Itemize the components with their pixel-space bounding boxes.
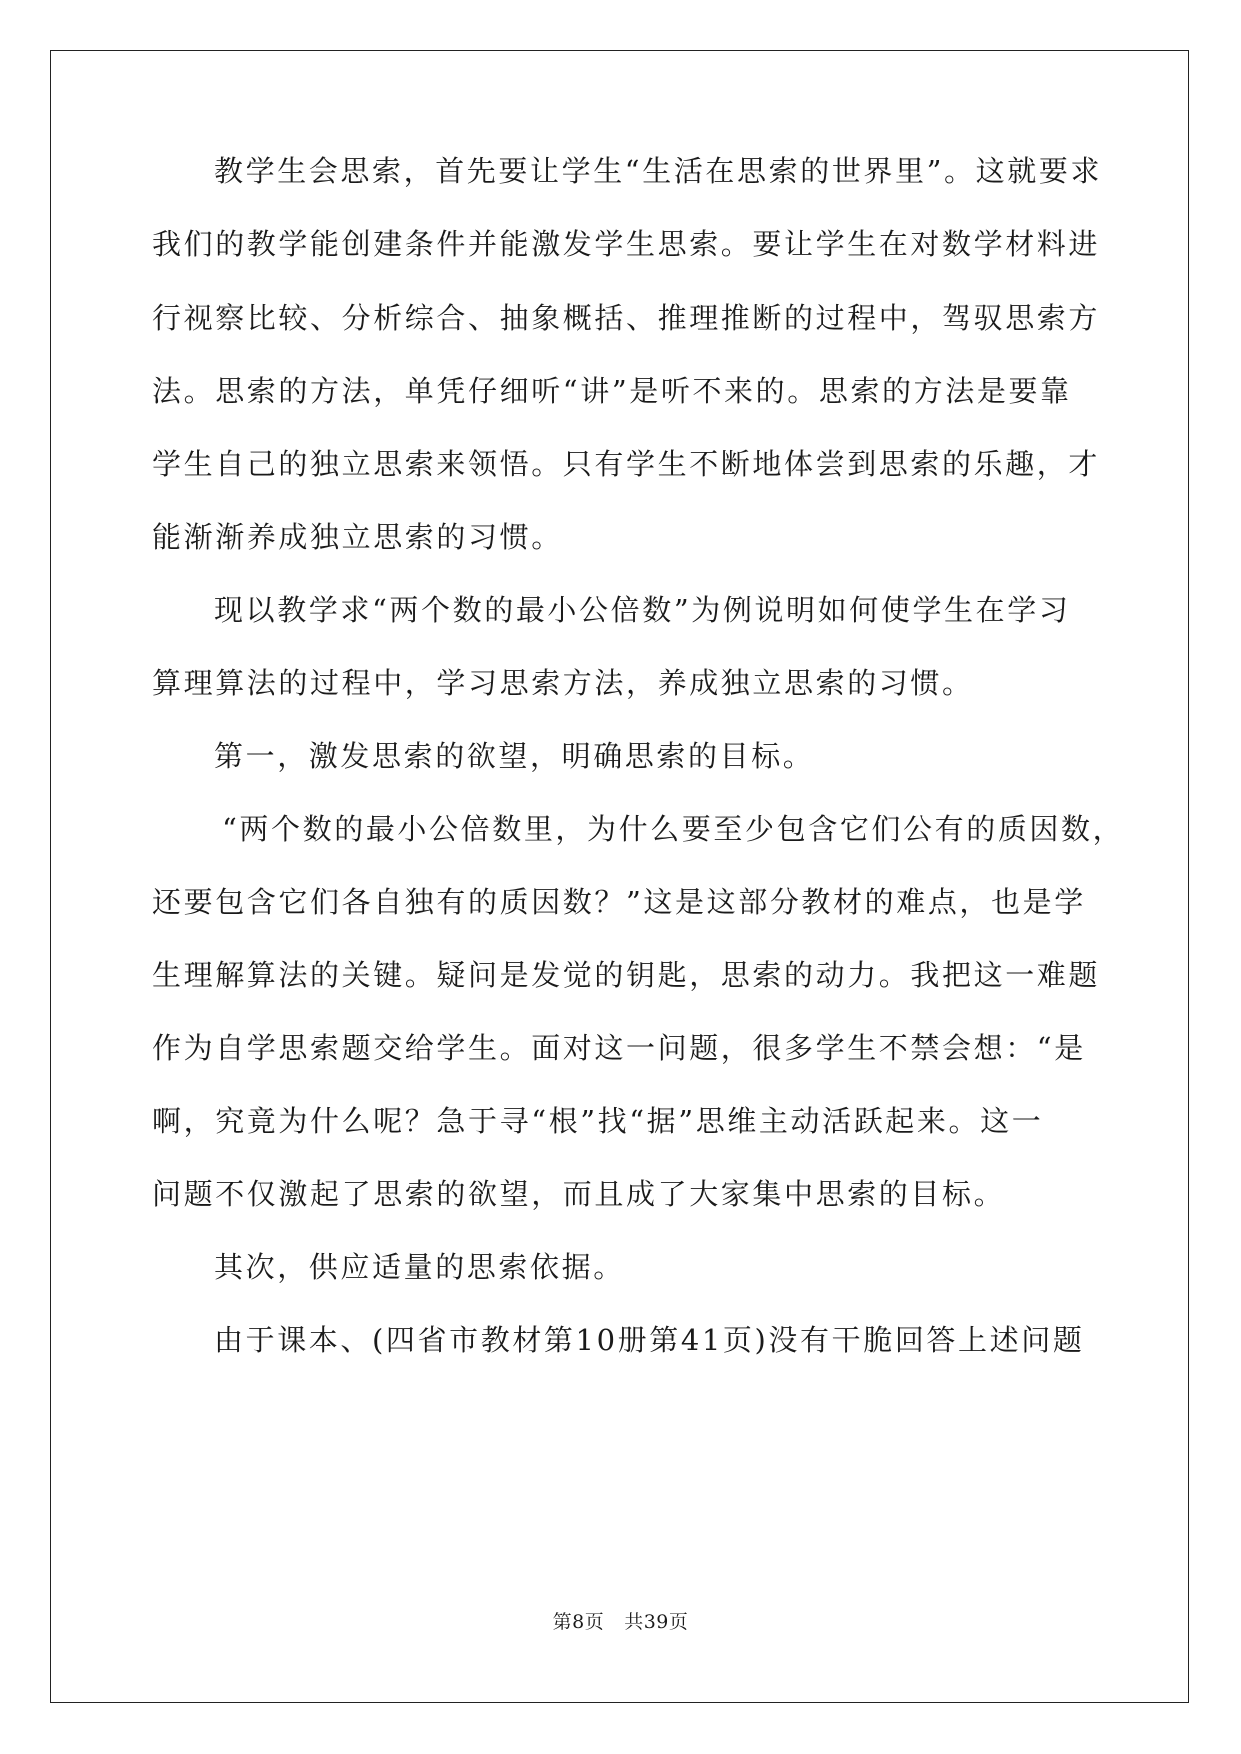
paragraph-5-heading: 其次，供应适量的思索依据。	[214, 1250, 625, 1284]
paragraph-4-line-5: 啊，究竟为什么呢？急于寻“根”找“据”思维主动活跃起来。这一	[152, 1104, 1044, 1138]
paragraph-4-line-6: 问题不仅激起了思索的欲望，而且成了大家集中思索的目标。	[152, 1177, 1006, 1211]
page-footer	[0, 1610, 1241, 1634]
page-frame	[50, 50, 1189, 1703]
paragraph-6-line-1: 由于课本、(四省市教材第10册第41页)没有干脆回答上述问题	[214, 1323, 1085, 1357]
paragraph-1-line-4: 法。思索的方法，单凭仔细听“讲”是听不来的。思索的方法是要靠	[152, 374, 1072, 408]
paragraph-2-line-1: 现以教学求“两个数的最小公倍数”为例说明如何使学生在学习	[214, 593, 1071, 627]
paragraph-1-line-3: 行视察比较、分析综合、抽象概括、推理推断的过程中，驾驭思索方	[152, 301, 1101, 335]
page-total: 共39页	[624, 1611, 689, 1633]
paragraph-1-line-5: 学生自己的独立思索来领悟。只有学生不断地体尝到思索的乐趣，才	[152, 447, 1101, 481]
paragraph-1-line-6: 能渐渐养成独立思索的习惯。	[152, 520, 563, 554]
paragraph-2-line-2: 算理算法的过程中，学习思索方法，养成独立思索的习惯。	[152, 666, 974, 700]
paragraph-1-line-1: 教学生会思索，首先要让学生“生活在思索的世界里”。这就要求	[214, 154, 1103, 188]
paragraph-1-line-2: 我们的教学能创建条件并能激发学生思索。要让学生在对数学材料进	[152, 227, 1101, 261]
paragraph-4-line-1: “两个数的最小公倍数里，为什么要至少包含它们公有的质因数，	[222, 812, 1125, 846]
paragraph-3-heading: 第一，激发思索的欲望，明确思索的目标。	[214, 739, 815, 773]
paragraph-4-line-2: 还要包含它们各自独有的质因数？”这是这部分教材的难点，也是学	[152, 885, 1086, 919]
paragraph-4-line-3: 生理解算法的关键。疑问是发觉的钥匙，思索的动力。我把这一难题	[152, 958, 1101, 992]
paragraph-4-line-4: 作为自学思索题交给学生。面对这一问题，很多学生不禁会想：“是	[152, 1031, 1086, 1065]
page-number: 第8页	[552, 1611, 605, 1633]
